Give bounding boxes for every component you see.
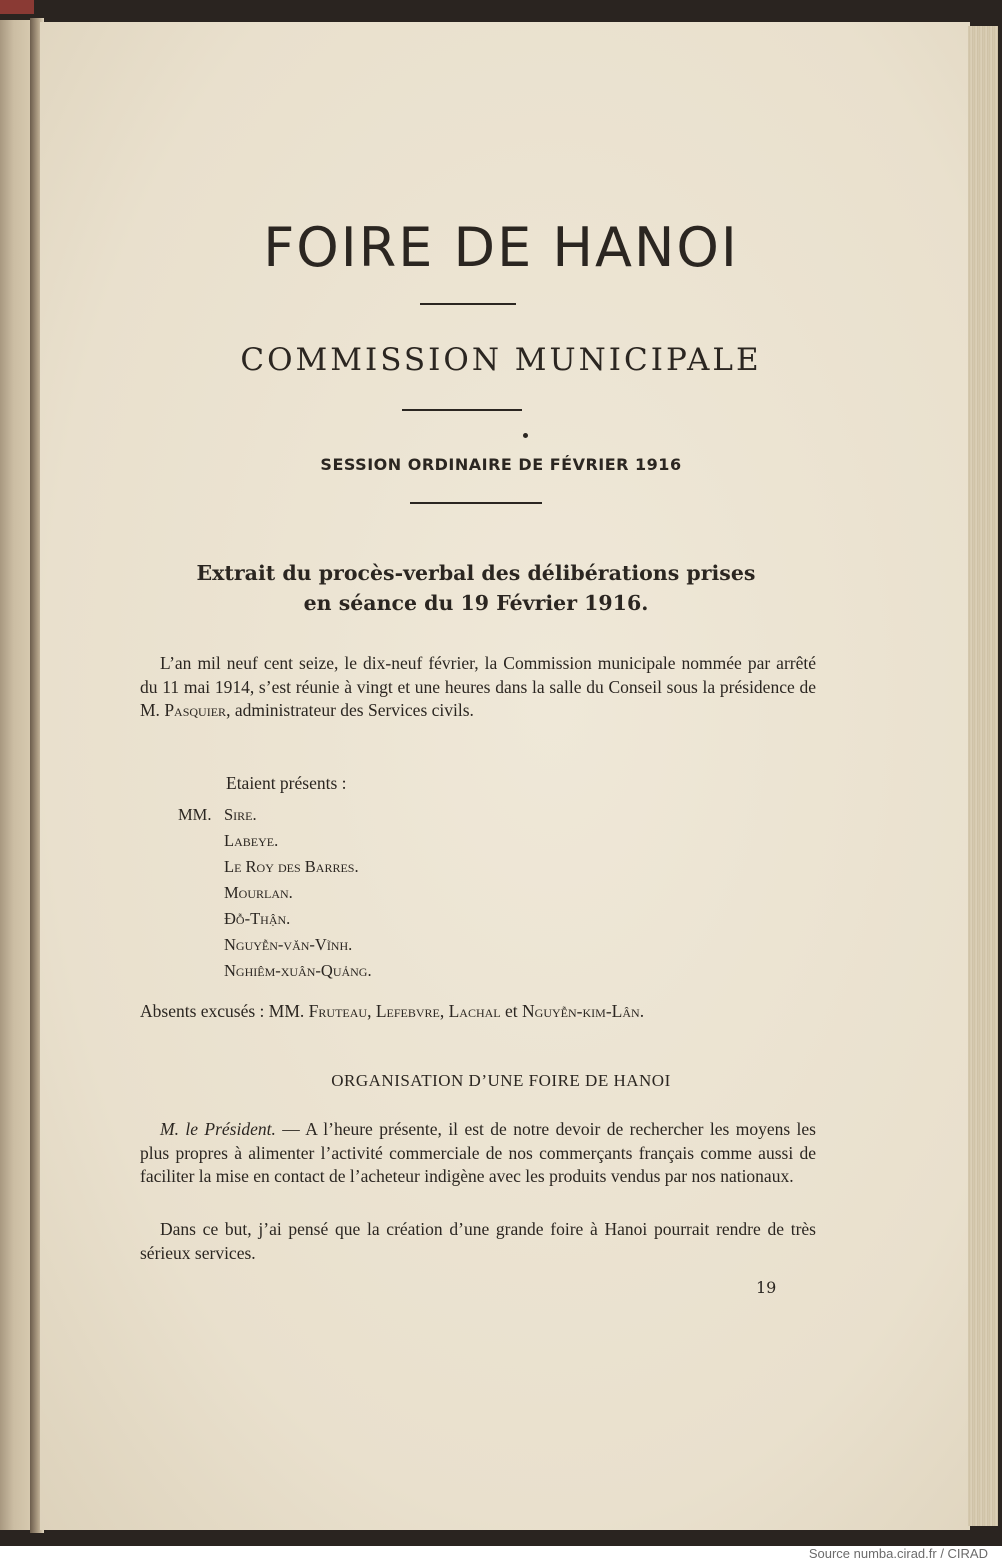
member-item: Mourlan. (224, 883, 293, 902)
extract-heading (120, 558, 832, 618)
second-paragraph-text: Dans ce but, j’ai pensé que la création d’une grande foire à Hanoi pourrait rendre de très sérieux services. (140, 1219, 816, 1263)
absent-separator: , (367, 1001, 376, 1021)
absent-separator: , (439, 1001, 449, 1021)
president-text: — A l’heure présente, il est de notre devoir de rechercher les moyens les plus propres à alimenter l’activité commerciale de nos commerçants français comme aussi de faciliter la mise en contact de l’acheteur indigène avec les produits vendus par nos nationaux. (140, 1119, 816, 1186)
absent-separator: et (500, 1001, 523, 1021)
red-bookmark-mark (0, 0, 34, 14)
extract-line-1: Extrait du procès-verbal des délibérations prises (196, 561, 756, 585)
absents-line (140, 1001, 644, 1022)
absent-name: Lachal (448, 1001, 501, 1021)
absent-end: . (639, 1001, 645, 1021)
intro-text-before: L’an mil neuf cent seize, le dix-neuf février, la Commission municipale nommée par arrêté du 11 mai 1914, s’est réunie à vingt et une heures dans la salle du Conseil sous la présidence de M. (140, 653, 816, 720)
absent-name: Lefebvre (375, 1001, 440, 1021)
subtitle-rule (402, 409, 522, 411)
member-item: Đỗ-Thận. (224, 909, 291, 928)
member-item: Nguyễn-văn-Vĩnh. (224, 935, 353, 954)
source-credit: Source numba.cirad.fr / CIRAD (808, 1546, 988, 1561)
member-item: Labeye. (224, 831, 279, 850)
second-paragraph (140, 1218, 816, 1265)
speaker-label: M. le Président. (160, 1119, 276, 1139)
title-rule (420, 303, 516, 305)
members-prefix: MM. (178, 805, 212, 824)
member-item: Le Roy des Barres. (224, 857, 359, 876)
page-number: 19 (756, 1278, 777, 1297)
extract-line-2: en séance du 19 Février 1916. (303, 591, 649, 615)
intro-text-after: , administrateur des Services civils. (226, 700, 474, 720)
intro-paragraph (140, 652, 816, 723)
ornament-dot (523, 433, 528, 438)
member-item: Nghiêm-xuân-Quảng. (224, 961, 372, 980)
president-name: Pasquier (164, 700, 227, 720)
member-item: Sire. (224, 805, 257, 824)
president-paragraph (140, 1118, 816, 1189)
absent-name: Nguyễn-kim-Lân (522, 1001, 640, 1021)
absents-label: Absents excusés : MM. (140, 1001, 309, 1021)
document-subtitle: COMMISSION MUNICIPALE (240, 342, 762, 378)
present-label: Etaient présents : (226, 773, 347, 793)
section-heading: ORGANISATION D’UNE FOIRE DE HANOI (331, 1071, 671, 1090)
session-heading: SESSION ORDINAIRE DE FÉVRIER 1916 (320, 455, 682, 474)
document-title: FOIRE DE HANOI (263, 216, 739, 279)
session-rule (410, 502, 542, 504)
absent-name: Fruteau (308, 1001, 368, 1021)
